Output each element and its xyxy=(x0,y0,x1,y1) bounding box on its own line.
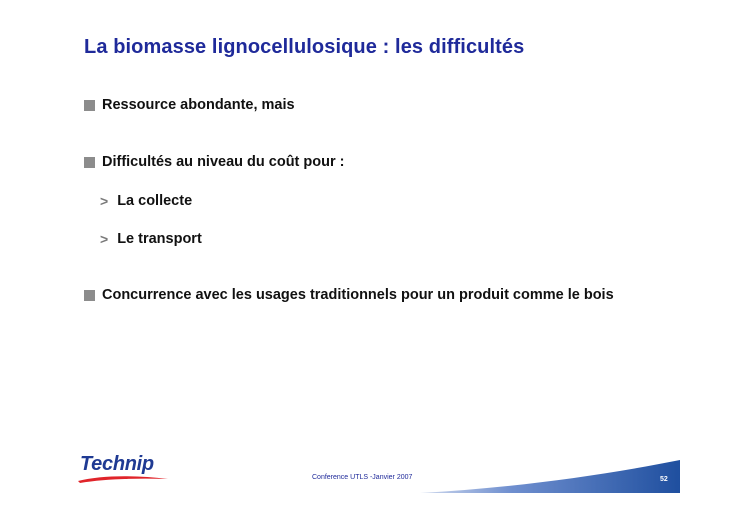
bullet-item xyxy=(84,154,345,170)
sub-bullet-item xyxy=(100,231,202,247)
sub-bullet-item xyxy=(100,193,192,209)
logo-swoosh-icon xyxy=(76,471,170,485)
sub-bullet-text: Le transport xyxy=(117,231,202,247)
sub-bullet-text: La collecte xyxy=(117,193,193,209)
square-bullet-icon xyxy=(84,157,95,168)
slide-title: La biomasse lignocellulosique : les difficultés xyxy=(84,36,525,58)
conference-label: Conference UTLS -Janvier 2007 xyxy=(312,474,413,481)
bullet-text: Difficultés au niveau du coût pour : xyxy=(102,154,345,170)
bullet-item xyxy=(84,287,614,303)
chevron-right-icon: > xyxy=(100,231,109,247)
footer-wedge-icon xyxy=(420,458,682,494)
page-number: 52 xyxy=(660,476,668,483)
chevron-right-icon: > xyxy=(100,193,109,209)
square-bullet-icon xyxy=(84,100,95,111)
square-bullet-icon xyxy=(84,290,95,301)
bullet-text: Ressource abondante, mais xyxy=(102,97,295,113)
bullet-text: Concurrence avec les usages traditionnels pour un produit comme le bois xyxy=(102,287,614,303)
bullet-item xyxy=(84,97,295,113)
logo-text: Technip xyxy=(80,453,154,475)
technip-logo xyxy=(80,453,176,487)
